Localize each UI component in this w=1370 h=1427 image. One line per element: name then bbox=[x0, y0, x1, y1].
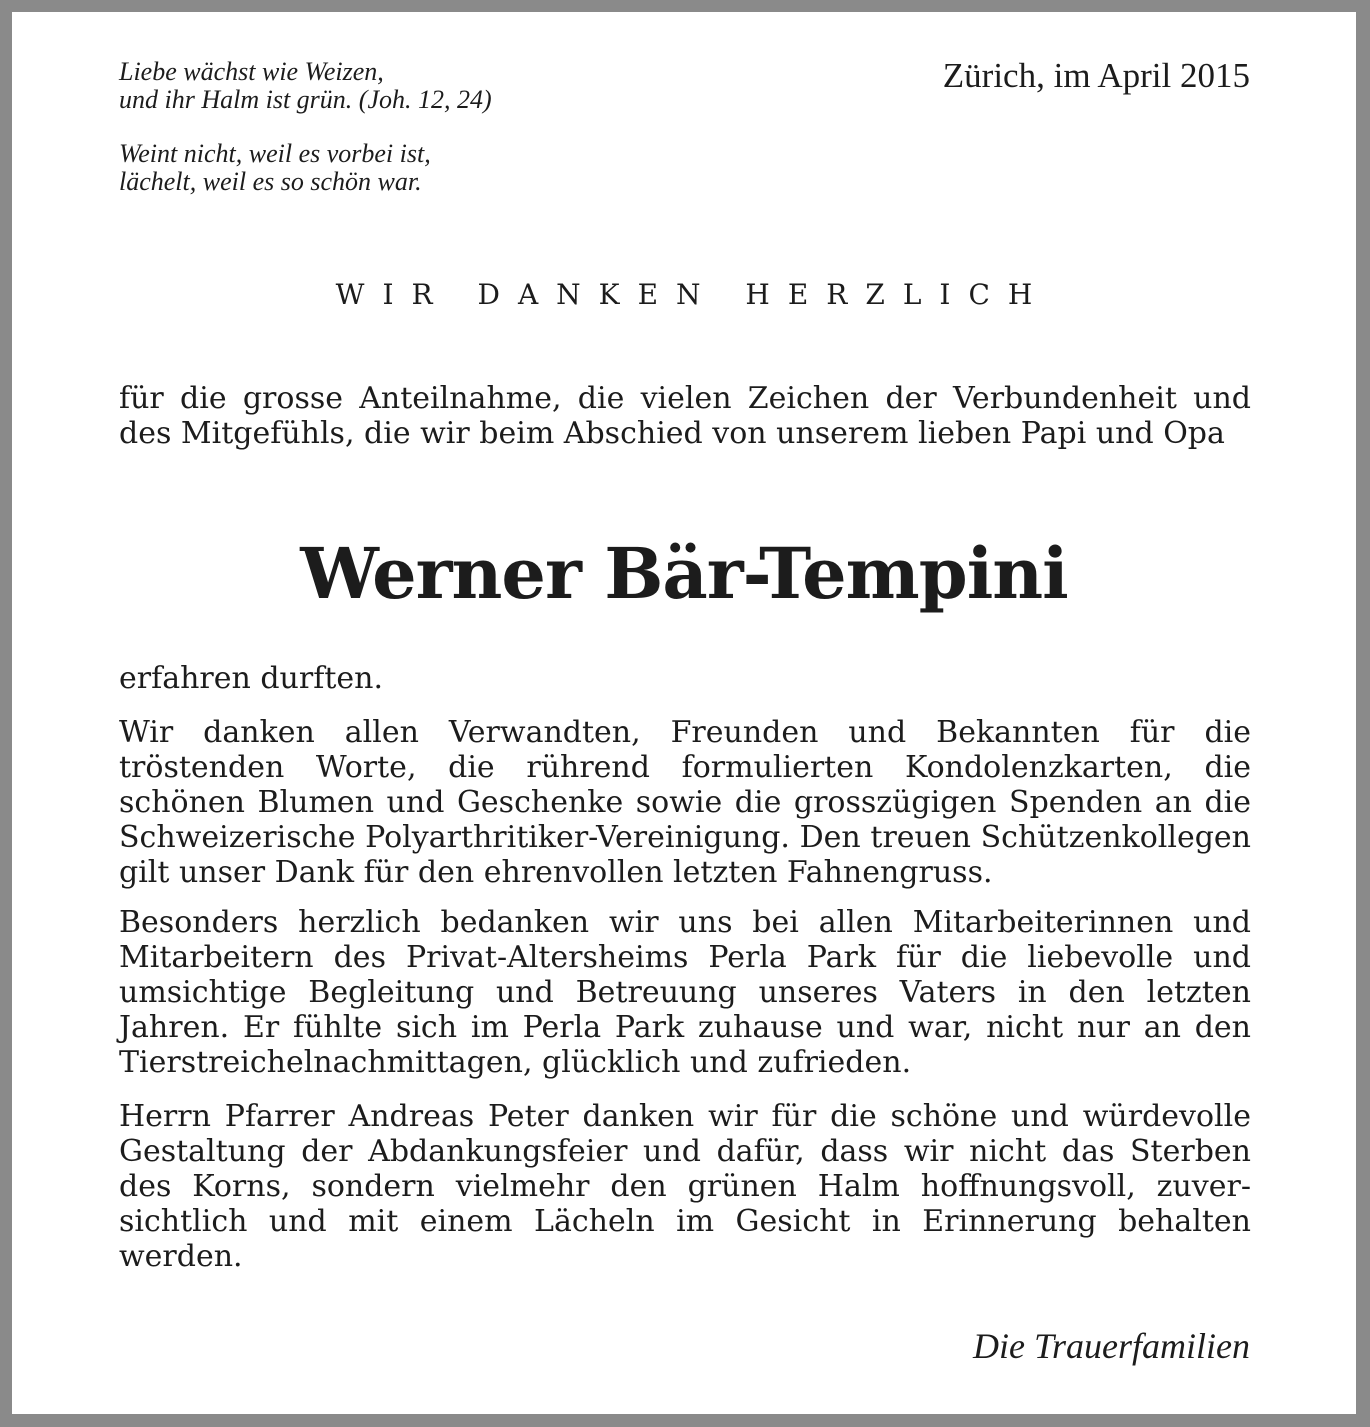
bible-quote bbox=[119, 58, 492, 114]
quote-line: Weint nicht, weil es vorbei ist, bbox=[119, 139, 431, 168]
quote-line: Liebe wächst wie Weizen, bbox=[119, 57, 384, 86]
continuation-line: erfahren durften. bbox=[119, 661, 383, 696]
notice-heading: WIR DANKEN HERZLICH bbox=[335, 278, 1051, 311]
thanks-paragraph-care-home: Besonders herzlich bedanken wir uns bei allen Mitarbeiterinnen und Mitarbeitern des Privat-Altersheims Perla Park für die liebevolle und umsichtige Begleitung und Betreuung unseres Vaters in den letzten Jahren. Er fühlte sich im Perla Park zuhause und war, nicht nur an den Tierstreichelnachmittagen, glücklich und zufrieden. bbox=[119, 905, 1251, 1080]
deceased-name: Werner Bär-Tempini bbox=[300, 532, 1068, 615]
thanks-paragraph-relatives: Wir danken allen Verwandten, Freunden und Bekannten für die tröstenden Worte, die rührend formulierten Kondolenzkarten, die schönen Blumen und Geschenke sowie die grosszügigen Spenden an die Schweizerische Polyarthritiker-Vereinigung. Den treuen Schützenkollegen gilt unser Dank für den ehrenvollen letzten Fahnengruss. bbox=[119, 715, 1251, 890]
quote-line: lächelt, weil es so schön war. bbox=[119, 167, 422, 196]
dateline: Zürich, im April 2015 bbox=[942, 56, 1250, 95]
intro-paragraph: für die grosse Anteilnahme, die vielen Zeichen der Verbundenheit und des Mitgefühls, die wir beim Abschied von unserem lieben Papi und Opa bbox=[119, 381, 1251, 451]
quote-line: und ihr Halm ist grün. (Joh. 12, 24) bbox=[119, 85, 492, 114]
signature: Die Trauerfamilien bbox=[973, 1326, 1250, 1366]
obituary-notice bbox=[12, 12, 1356, 1414]
consolation-quote bbox=[119, 140, 431, 196]
thanks-paragraph-pastor: Herrn Pfarrer Andreas Peter danken wir für die schöne und würdevolle Gestaltung der Abdankungsfeier und dafür, dass wir nicht das Sterben des Korns, sondern vielmehr den grünen Halm hoffnungsvoll, zuversichtlich und mit einem Lächeln im Gesicht in Erinnerung behalten werden. bbox=[119, 1099, 1251, 1274]
